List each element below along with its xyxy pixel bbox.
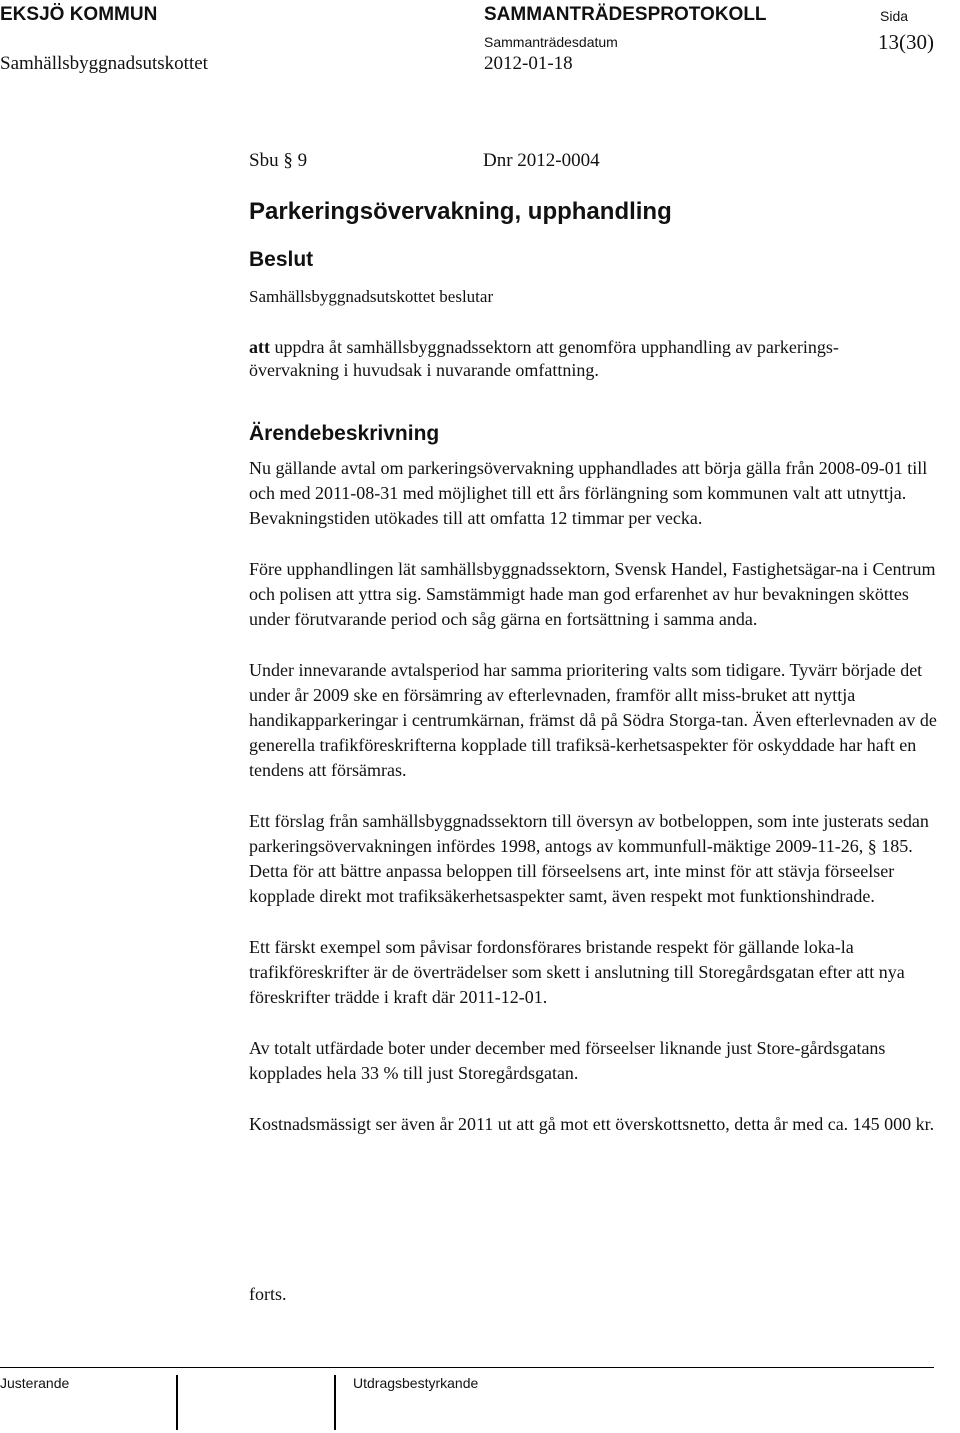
date-label: Sammanträdesdatum xyxy=(484,34,618,50)
page-label: Sida xyxy=(880,8,909,24)
justerande-label: Justerande xyxy=(0,1375,70,1391)
case-title: Parkeringsövervakning, upphandling xyxy=(249,198,672,225)
beslut-intro: Samhällsbyggnadsutskottet beslutar xyxy=(249,287,494,306)
paragraph: Av totalt utfärdade boter under december med förseelser liknande just Store-gårdsgatans kopplades hela 33 % till just Storegårdsgatan. xyxy=(249,1038,886,1083)
signature-box-divider xyxy=(334,1375,336,1430)
arende-body xyxy=(249,456,954,1163)
continued-note: forts. xyxy=(249,1284,287,1304)
section-number: Sbu § 9 xyxy=(249,150,308,171)
diary-number: Dnr 2012-0004 xyxy=(483,150,600,171)
paragraph: Före upphandlingen lät samhällsbyggnadssektorn, Svensk Handel, Fastighetsägar-na i Centrum och polisen att yttra sig. Samstämmigt hade man god erfarenhet av hur bevakningen sköttes under förutvarande period och såg gärna en fortsättning i samma anda. xyxy=(249,559,936,629)
arende-heading: Ärendebeskrivning xyxy=(249,422,440,445)
meeting-date: 2012-01-18 xyxy=(484,53,573,74)
att-keyword: att xyxy=(249,337,270,357)
committee-name: Samhällsbyggnadsutskottet xyxy=(0,53,208,74)
beslut-heading: Beslut xyxy=(249,248,314,271)
org-name: EKSJÖ KOMMUN xyxy=(0,4,158,25)
beslut-line-2: övervakning i huvudsak i nuvarande omfattning. xyxy=(249,360,599,380)
paragraph: Under innevarande avtalsperiod har samma prioritering valts som tidigare. Tyvärr började det under år 2009 ske en försämring av efterlevnaden, framför allt miss-bruket att nyttja handikapparkeringar i centrumkärnan, främst då på Södra Storga-tan. Även efterlevnaden av de generella trafikföreskrifterna kopplade till trafiksä-kerhetsaspekter för oskyddade har haft en tendens att försämras. xyxy=(249,660,937,780)
paragraph: Nu gällande avtal om parkeringsövervakning upphandlades att börja gälla från 2008-09-01 till och med 2011-08-31 med möjlighet till ett års förlängning som kommunen valt att utnyttja. Bevakningstiden utökades till att omfatta 12 timmar per vecka. xyxy=(249,458,928,528)
paragraph: Ett förslag från samhällsbyggnadssektorn till översyn av botbeloppen, som inte justerats sedan parkeringsövervakningen infördes 1998, antogs av kommunfull-mäktige 2009-11-26, § 185. Detta för att bättre anpassa beloppen till förseelsens art, inte minst för att stävja förseelser kopplade direkt mot trafiksäkerhetsaspekter samt, även respekt mot funktionshindrade. xyxy=(249,811,929,906)
page-number: 13(30) xyxy=(878,30,934,54)
case-header xyxy=(249,150,954,176)
paragraph: Kostnadsmässigt ser även år 2011 ut att gå mot ett överskottsnetto, detta år med ca. 145 000 kr. xyxy=(249,1114,935,1134)
signature-box-divider xyxy=(176,1375,178,1430)
beslut-text xyxy=(249,336,954,382)
paragraph: Ett färskt exempel som påvisar fordonsförares bristande respekt för gällande loka-la trafikföreskrifter är de överträdelser som skett i anslutning till Storegårdsgatan efter att nya föreskrifter trädde i kraft där 2011-12-01. xyxy=(249,937,905,1007)
beslut-line-1: uppdra åt samhällsbyggnadssektorn att genomföra upphandling av parkerings- xyxy=(270,337,839,357)
utdragsbestyrkande-label: Utdragsbestyrkande xyxy=(353,1375,479,1391)
document-type: SAMMANTRÄDESPROTOKOLL xyxy=(484,4,767,25)
footer-divider xyxy=(0,1367,934,1368)
